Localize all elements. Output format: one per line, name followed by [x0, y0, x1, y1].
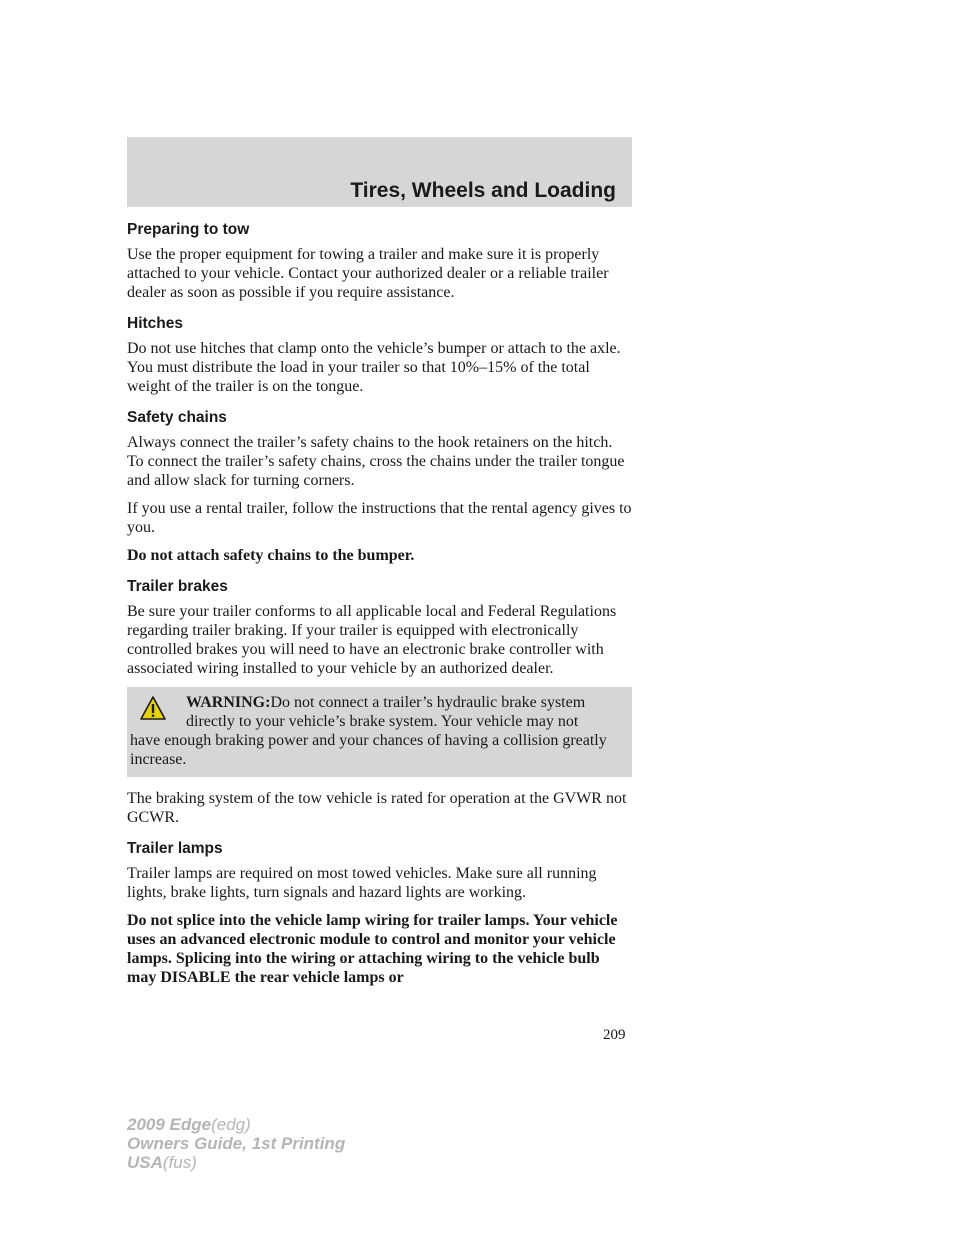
section-safety-chains: [127, 408, 632, 565]
heading-safety-chains: Safety chains: [127, 409, 227, 426]
bold-notice: Do not attach safety chains to the bumper.: [127, 547, 415, 564]
warning-line-1: Do not connect a trailer’s hydraulic brake system: [270, 694, 586, 711]
chapter-header: [127, 137, 632, 207]
paragraph: If you use a rental trailer, follow the instructions that the rental agency gives to you.: [127, 500, 632, 536]
warning-label: WARNING:: [186, 694, 271, 711]
paragraph: Use the proper equipment for towing a trailer and make sure it is properly attached to your vehicle. Contact your authorized dealer or a reliable trailer dealer as soon as possible if you require assistance.: [127, 246, 609, 301]
bold-notice: Do not splice into the vehicle lamp wiring for trailer lamps. Your vehicle uses an advanced electronic module to control and monitor your vehicle lamps. Splicing into the wiring or attaching wiring to the vehicle bulb may DISABLE the rear vehicle lamps or: [127, 912, 618, 986]
paragraph: Do not use hitches that clamp onto the vehicle’s bumper or attach to the axle. You must distribute the load in your trailer so that 10%–15% of the total weight of the trailer is on the tongue.: [127, 340, 621, 395]
warning-box: [127, 687, 632, 777]
chapter-title: Tires, Wheels and Loading: [350, 179, 616, 202]
heading-trailer-brakes: Trailer brakes: [127, 578, 228, 595]
footer-line-3: [127, 1153, 345, 1172]
warning-first-text: [182, 693, 585, 731]
page-content: [127, 220, 632, 999]
section-hitches: [127, 314, 632, 396]
paragraph: The braking system of the tow vehicle is rated for operation at the GVWR not GCWR.: [127, 790, 627, 826]
section-trailer-lamps: [127, 839, 632, 987]
heading-trailer-lamps: Trailer lamps: [127, 840, 223, 857]
document-footer: [127, 1115, 345, 1172]
warning-rest-text: have enough braking power and your chances of having a collision greatly increase.: [130, 732, 607, 768]
footer-model-code: (edg): [211, 1115, 251, 1134]
footer-region-code: (fus): [162, 1153, 197, 1172]
footer-line-2: Owners Guide, 1st Printing: [127, 1134, 346, 1153]
section-preparing-to-tow: [127, 220, 632, 302]
section-trailer-brakes: [127, 577, 632, 827]
warning-first-lines: [130, 693, 628, 731]
footer-line-1: [127, 1115, 345, 1134]
paragraph: Trailer lamps are required on most towed vehicles. Make sure all running lights, brake lights, turn signals and hazard lights are working.: [127, 865, 597, 901]
warning-triangle-icon: [130, 693, 182, 731]
footer-region: USA: [127, 1153, 163, 1172]
warning-line-2: directly to your vehicle’s brake system. Your vehicle may not: [186, 713, 579, 730]
heading-hitches: Hitches: [127, 315, 183, 332]
paragraph: Always connect the trailer’s safety chains to the hook retainers on the hitch. To connect the trailer’s safety chains, cross the chains under the trailer tongue and allow slack for turning corners.: [127, 434, 625, 489]
page-number: 209: [603, 1027, 626, 1043]
footer-model: 2009 Edge: [127, 1115, 212, 1134]
heading-preparing-to-tow: Preparing to tow: [127, 221, 250, 238]
paragraph: Be sure your trailer conforms to all applicable local and Federal Regulations regarding trailer braking. If your trailer is equipped with electronically controlled brakes you will need to have an electronic brake controller with associated wiring installed to your vehicle by an authorized dealer.: [127, 603, 617, 677]
